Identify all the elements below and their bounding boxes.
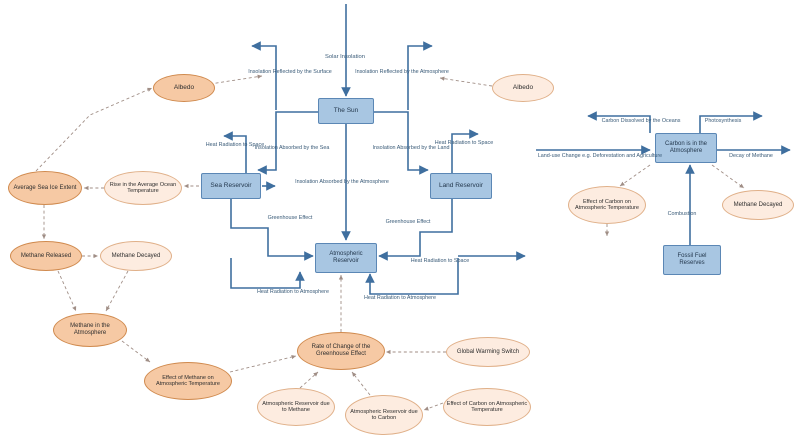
edge-label-text: Insolation Reflected by the Atmosphere: [355, 69, 449, 75]
edge-label-text: Carbon Dissolved by the Oceans: [601, 118, 681, 124]
edge-label-text: Greenhouse Effect: [267, 215, 313, 221]
edge-label-text: Insolation Absorbed by the Land: [372, 145, 450, 151]
edge-label-text: Heat Radiation to Atmosphere: [257, 289, 329, 295]
edge-label-carbon-dissolved-by-the-oceans: [602, 118, 681, 124]
node-effect-of-carbon-on-atmospheric-temperature-bottom[interactable]: [443, 388, 531, 426]
node-label: Methane Decayed: [733, 201, 783, 208]
edge-label-photosynthesis: [705, 118, 742, 124]
node-label: Global Warming Switch: [456, 348, 520, 355]
edge-label-insolation-absorbed-by-the-land: [372, 145, 449, 151]
edge-label-decay-of-methane: [729, 153, 773, 159]
edge-label-text: Photosynthesis: [704, 118, 742, 124]
edge-label-solar-insolation: [325, 54, 365, 60]
edge-label-insolation-absorbed-by-the-atmosphere: [295, 179, 389, 185]
node-label: Atmospheric Reservoir due to Methane: [262, 400, 330, 413]
node-label: Atmospheric Reservoir due to Carbon: [350, 408, 418, 421]
node-methane-in-the-atmosphere[interactable]: [53, 313, 127, 347]
edge-label-text: Solar Insolation: [325, 54, 365, 60]
node-global-warming-switch[interactable]: [446, 337, 530, 367]
edge-label-text: Land-use Change e.g. Deforestation and Agriculture: [537, 153, 663, 159]
node-methane-released[interactable]: [10, 241, 82, 271]
edge-label-combustion: [668, 211, 697, 217]
node-the-sun[interactable]: [318, 98, 374, 124]
edge-label-text: Insolation Reflected by the Surface: [248, 69, 332, 75]
node-label: Effect of Carbon on Atmospheric Temperature: [446, 400, 528, 413]
node-methane-decayed-left[interactable]: [100, 241, 172, 271]
edge-label-greenhouse-effect-right: [386, 219, 431, 225]
node-land-reservoir[interactable]: [430, 173, 492, 199]
node-label: Carbon is in the Atmosphere: [664, 141, 708, 154]
node-label: Fossil Fuel Reserves: [677, 253, 707, 266]
node-average-sea-ice-extent[interactable]: [8, 171, 82, 205]
edge-label-greenhouse-effect-left: [268, 215, 313, 221]
edge-label-insolation-reflected-by-the-surface: [248, 69, 332, 75]
node-label: Average Sea Ice Extent: [13, 184, 77, 191]
edge-label-insolation-absorbed-by-the-sea: [255, 145, 330, 151]
node-methane-decayed-right[interactable]: [722, 190, 794, 220]
node-label: Land Reservoir: [438, 182, 484, 190]
node-label: Methane in the Atmosphere: [70, 323, 110, 336]
node-fossil-fuel-reserves[interactable]: [663, 245, 721, 275]
node-label: The Sun: [333, 107, 359, 115]
node-label: Methane Decayed: [111, 252, 161, 259]
edge-label-text: Decay of Methane: [729, 153, 773, 159]
edge-label-text: Heat Radiation to Atmosphere: [364, 295, 436, 301]
node-rate-of-change-of-the-greenhouse-effect[interactable]: [297, 332, 385, 370]
edge-label-text: Greenhouse Effect: [385, 219, 431, 225]
edge-label-insolation-reflected-by-the-atmosphere: [355, 69, 449, 75]
node-label: Rate of Change of the Greenhouse Effect: [311, 344, 371, 357]
edge-label-text: Heat Radiation to Space: [434, 140, 494, 146]
node-label: Albedo: [173, 84, 195, 92]
edge-label-text: Insolation Absorbed by the Atmosphere: [295, 179, 389, 185]
node-sea-reservoir[interactable]: [201, 173, 261, 199]
node-effect-of-methane-on-atmospheric-temperature[interactable]: [144, 362, 232, 400]
node-label: Sea Reservoir: [210, 182, 252, 190]
edge-label-heat-radiation-to-atmosphere-left: [257, 289, 329, 295]
node-effect-of-carbon-on-atmospheric-temperature-right[interactable]: [568, 186, 646, 224]
node-label: Atmospheric Reservoir: [329, 251, 363, 264]
node-label: Effect of Methane on Atmospheric Temperature: [156, 374, 220, 387]
edge-label-text: Heat Radiation to Space: [205, 142, 265, 148]
node-albedo-right[interactable]: [492, 74, 554, 102]
node-rise-in-average-ocean-temperature[interactable]: [104, 171, 182, 205]
node-atmospheric-reservoir-due-to-methane[interactable]: [257, 388, 335, 426]
edge-label-land-use-change: [538, 153, 662, 159]
node-label: Rise in the Average Ocean Temperature: [109, 181, 177, 194]
edge-label-heat-radiation-to-space-mid: [411, 258, 469, 264]
edge-label-text: Combustion: [667, 211, 697, 217]
node-label: Methane Released: [20, 252, 72, 259]
edge-label-text: Insolation Absorbed by the Sea: [254, 145, 330, 151]
node-atmospheric-reservoir[interactable]: [315, 243, 377, 273]
edge-label-text: Heat Radiation to Space: [410, 258, 470, 264]
node-label: Albedo: [512, 84, 534, 92]
node-atmospheric-reservoir-due-to-carbon[interactable]: [345, 395, 423, 435]
node-label: Effect of Carbon on Atmospheric Temperature: [575, 198, 639, 211]
edge-label-heat-radiation-to-atmosphere-right: [364, 295, 436, 301]
node-carbon-in-atmosphere[interactable]: [655, 133, 717, 163]
node-albedo-left[interactable]: [153, 74, 215, 102]
